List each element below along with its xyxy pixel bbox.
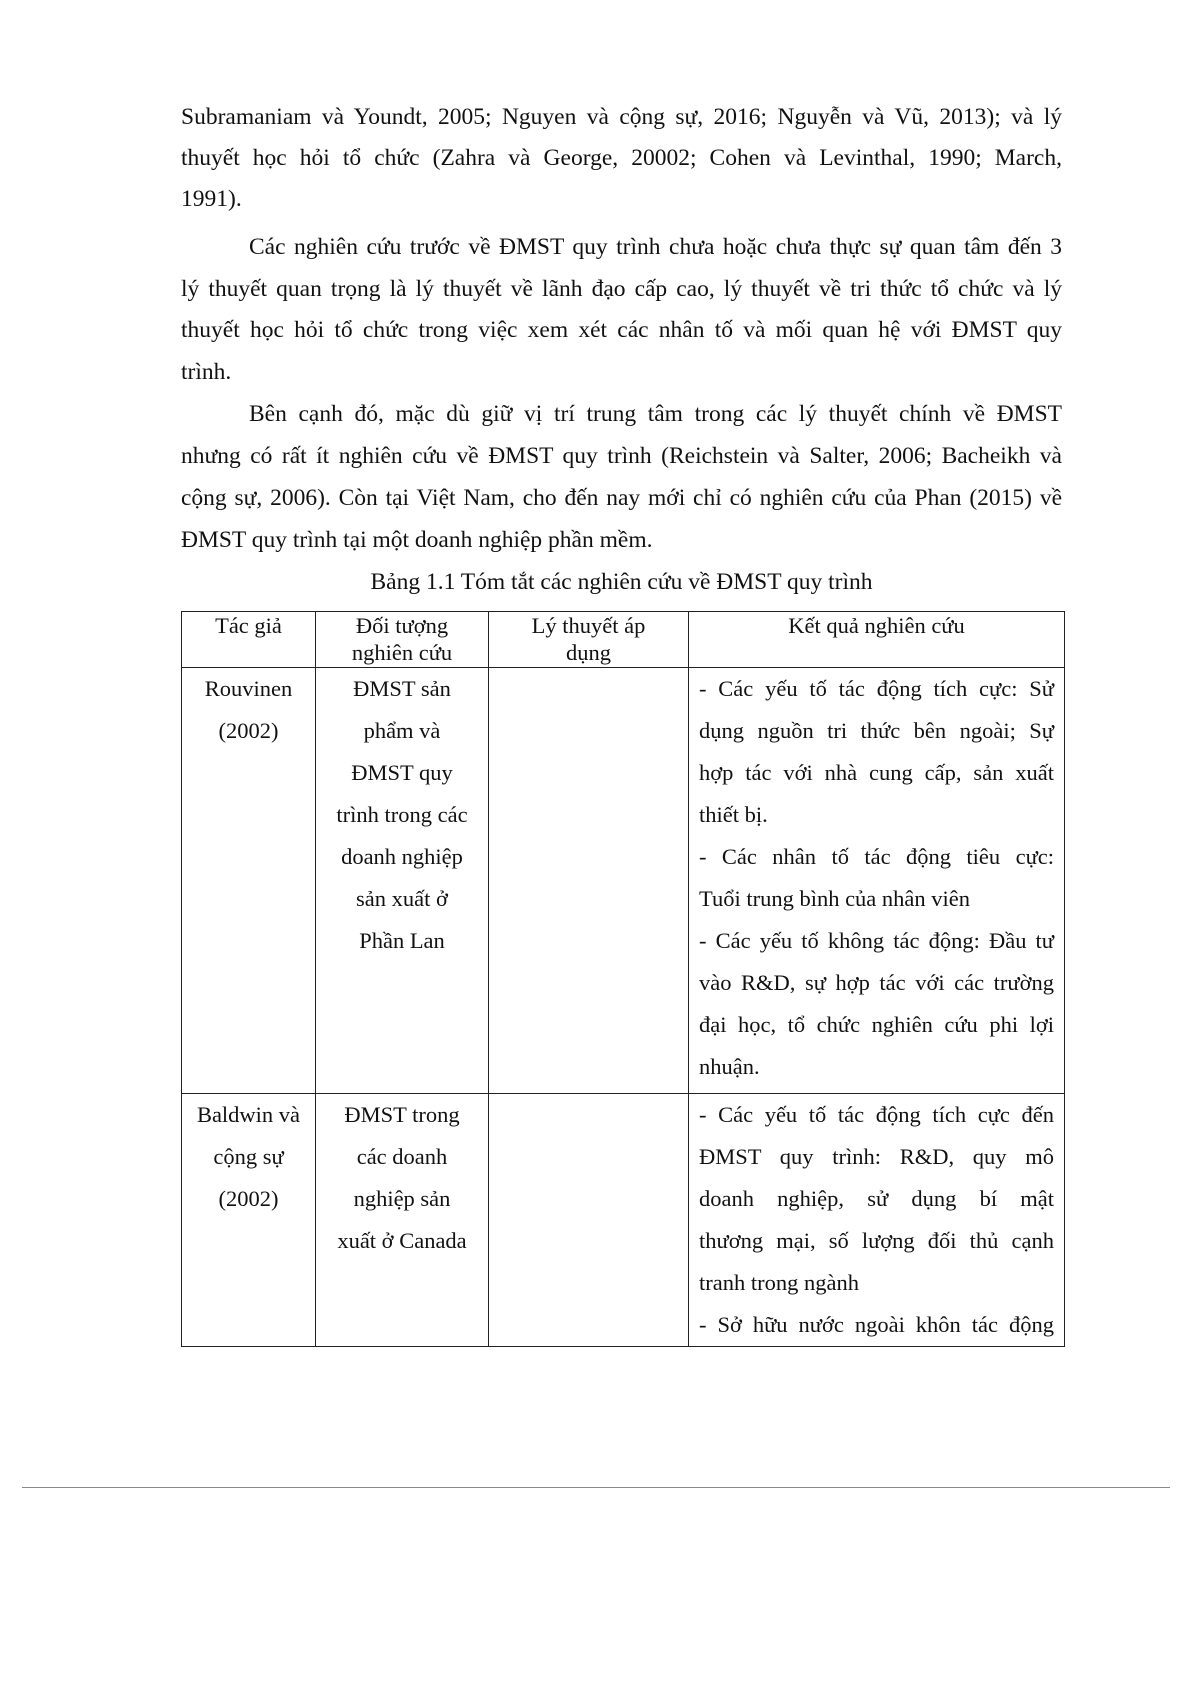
cell-author: Baldwin và cộng sự (2002) bbox=[182, 1094, 316, 1347]
paragraph-3-line-2: nhưng có rất ít nghiên cứu về ĐMST quy trình (Reichstein và Salter, 2006; Bacheikh và bbox=[181, 443, 1062, 469]
header-results: Kết quả nghiên cứu bbox=[689, 612, 1065, 668]
table-row bbox=[182, 1094, 1065, 1347]
paragraph-2-line-2: lý thuyết quan trọng là lý thuyết về lãnh đạo cấp cao, lý thuyết về tri thức tổ chức và lý bbox=[181, 276, 1062, 302]
footer-divider bbox=[22, 1487, 1170, 1488]
cell-author: Rouvinen (2002) bbox=[182, 668, 316, 1094]
paragraph-3-line-3: cộng sự, 2006). Còn tại Việt Nam, cho đến nay mới chỉ có nghiên cứu của Phan (2015) về bbox=[181, 485, 1062, 511]
cell-theory bbox=[489, 668, 689, 1094]
paragraph-1-line-3: 1991). bbox=[181, 186, 242, 212]
table-row bbox=[182, 668, 1065, 1094]
table-caption: Bảng 1.1 Tóm tắt các nghiên cứu về ĐMST quy trình bbox=[370, 569, 873, 595]
cell-results: - Các yếu tố tác động tích cực đến ĐMST quy trình: R&D, quy mô doanh nghiệp, sử dụng bí mật thương mại, số lượng đối thủ cạnh tranh trong ngành - Sở hữu nước ngoài khôn tác động bbox=[689, 1094, 1065, 1347]
cell-results: - Các yếu tố tác động tích cực: Sử dụng nguồn tri thức bên ngoài; Sự hợp tác với nhà cung cấp, sản xuất thiết bị. - Các nhân tố tác động tiêu cực: Tuổi trung bình của nhân viên - Các yếu tố không tác động: Đầu tư vào R&D, sự hợp tác với các trường đại học, tổ chức nghiên cứu phi lợi nhuận. bbox=[689, 668, 1065, 1094]
paragraph-3-line-4: ĐMST quy trình tại một doanh nghiệp phần mềm. bbox=[181, 527, 653, 553]
header-subject: Đối tượng nghiên cứu bbox=[316, 612, 489, 668]
cell-subject: ĐMST sản phẩm và ĐMST quy trình trong các doanh nghiệp sản xuất ở Phần Lan bbox=[316, 668, 489, 1094]
header-theory: Lý thuyết áp dụng bbox=[489, 612, 689, 668]
cell-theory bbox=[489, 1094, 689, 1347]
paragraph-3-line-1: Bên cạnh đó, mặc dù giữ vị trí trung tâm trong các lý thuyết chính về ĐMST bbox=[249, 401, 1062, 427]
paragraph-2-line-1: Các nghiên cứu trước về ĐMST quy trình chưa hoặc chưa thực sự quan tâm đến 3 bbox=[249, 234, 1062, 260]
summary-table bbox=[181, 611, 1065, 1347]
cell-subject: ĐMST trong các doanh nghiệp sản xuất ở Canada bbox=[316, 1094, 489, 1347]
paragraph-2-line-4: trình. bbox=[181, 359, 232, 385]
header-author: Tác giả bbox=[182, 612, 316, 668]
paragraph-1-line-1: Subramaniam và Youndt, 2005; Nguyen và cộng sự, 2016; Nguyễn và Vũ, 2013); và lý bbox=[181, 104, 1062, 130]
paragraph-1-line-2: thuyết học hỏi tổ chức (Zahra và George, 20002; Cohen và Levinthal, 1990; March, bbox=[181, 145, 1062, 171]
paragraph-2-line-3: thuyết học hỏi tổ chức trong việc xem xét các nhân tố và mối quan hệ với ĐMST quy bbox=[181, 317, 1062, 343]
table-header-row bbox=[182, 612, 1065, 668]
